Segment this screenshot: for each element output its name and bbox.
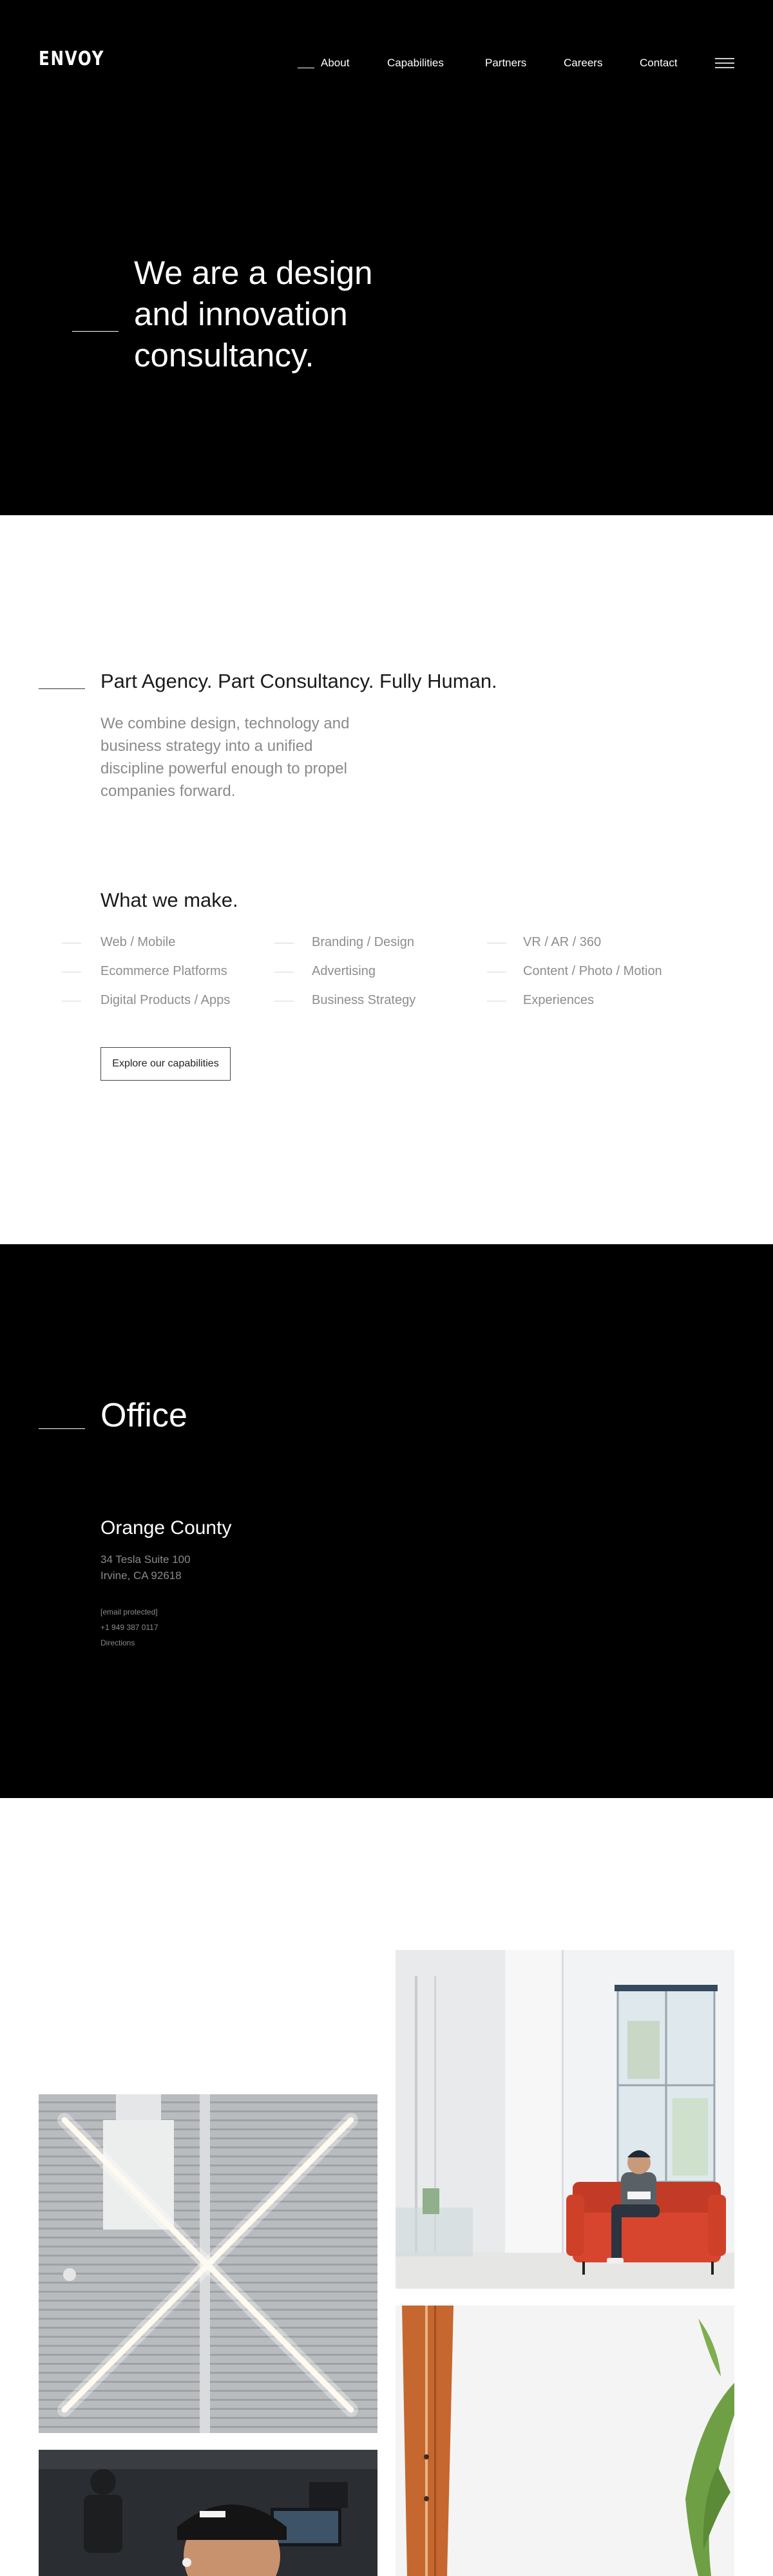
photo-gallery — [0, 1798, 773, 2576]
nav-partners[interactable]: Partners — [485, 57, 527, 69]
explore-capabilities-button[interactable]: Explore our capabilities — [100, 1047, 231, 1081]
capability-item: Content / Photo / Motion — [523, 964, 662, 978]
office-directions-link[interactable]: Directions — [100, 1638, 135, 1647]
intro-body: We combine design, technology and business strategy into a unified discipline powerful enough to propel companies forward. — [100, 715, 350, 800]
nav-capabilities[interactable]: Capabilities — [387, 57, 444, 69]
capability-item: Business Strategy — [312, 993, 416, 1007]
office-heading: Office — [100, 1397, 187, 1434]
office-divider — [39, 1428, 85, 1429]
nav-careers[interactable]: Careers — [564, 57, 603, 69]
capabilities-heading: What we make. — [100, 889, 238, 911]
capability-item: Advertising — [312, 964, 376, 978]
capability-item: Experiences — [523, 993, 595, 1007]
capability-item: Ecommerce Platforms — [100, 964, 227, 978]
capability-item: Digital Products / Apps — [100, 993, 231, 1007]
capability-item: VR / AR / 360 — [523, 935, 602, 949]
main-nav — [0, 57, 773, 73]
surfboard-plant-photo — [396, 2306, 734, 2576]
hero-divider — [72, 331, 119, 332]
team-at-desks-photo — [39, 2450, 377, 2576]
hero-section — [0, 0, 773, 515]
office-city: Orange County — [100, 1517, 232, 1539]
office-section — [0, 1244, 773, 1798]
capability-item: Web / Mobile — [100, 935, 176, 949]
office-phone-link[interactable]: +1 949 387 0117 — [100, 1623, 158, 1632]
office-lounge-photo — [396, 1950, 734, 2289]
office-address-line-1: 34 Tesla Suite 100 — [100, 1553, 191, 1566]
hero-heading — [134, 252, 469, 376]
hero-heading-line-1: We are a design — [134, 254, 373, 291]
office-address-line-2: Irvine, CA 92618 — [100, 1569, 182, 1582]
hero-heading-line-2: and innovation — [134, 296, 348, 332]
nav-contact[interactable]: Contact — [640, 57, 678, 69]
neon-x-ceiling-photo — [39, 2094, 377, 2433]
intro-section — [0, 515, 773, 1244]
office-email-link[interactable]: [email protected] — [100, 1607, 158, 1616]
capability-item: Branding / Design — [312, 935, 414, 949]
hero-heading-line-3: consultancy. — [134, 337, 314, 374]
intro-divider — [39, 688, 85, 689]
intro-heading: Part Agency. Part Consultancy. Fully Human. — [100, 670, 497, 692]
nav-about[interactable]: About — [321, 57, 350, 69]
envoy-logo[interactable]: ENVOY — [39, 48, 105, 70]
hamburger-menu-icon[interactable] — [715, 57, 734, 70]
